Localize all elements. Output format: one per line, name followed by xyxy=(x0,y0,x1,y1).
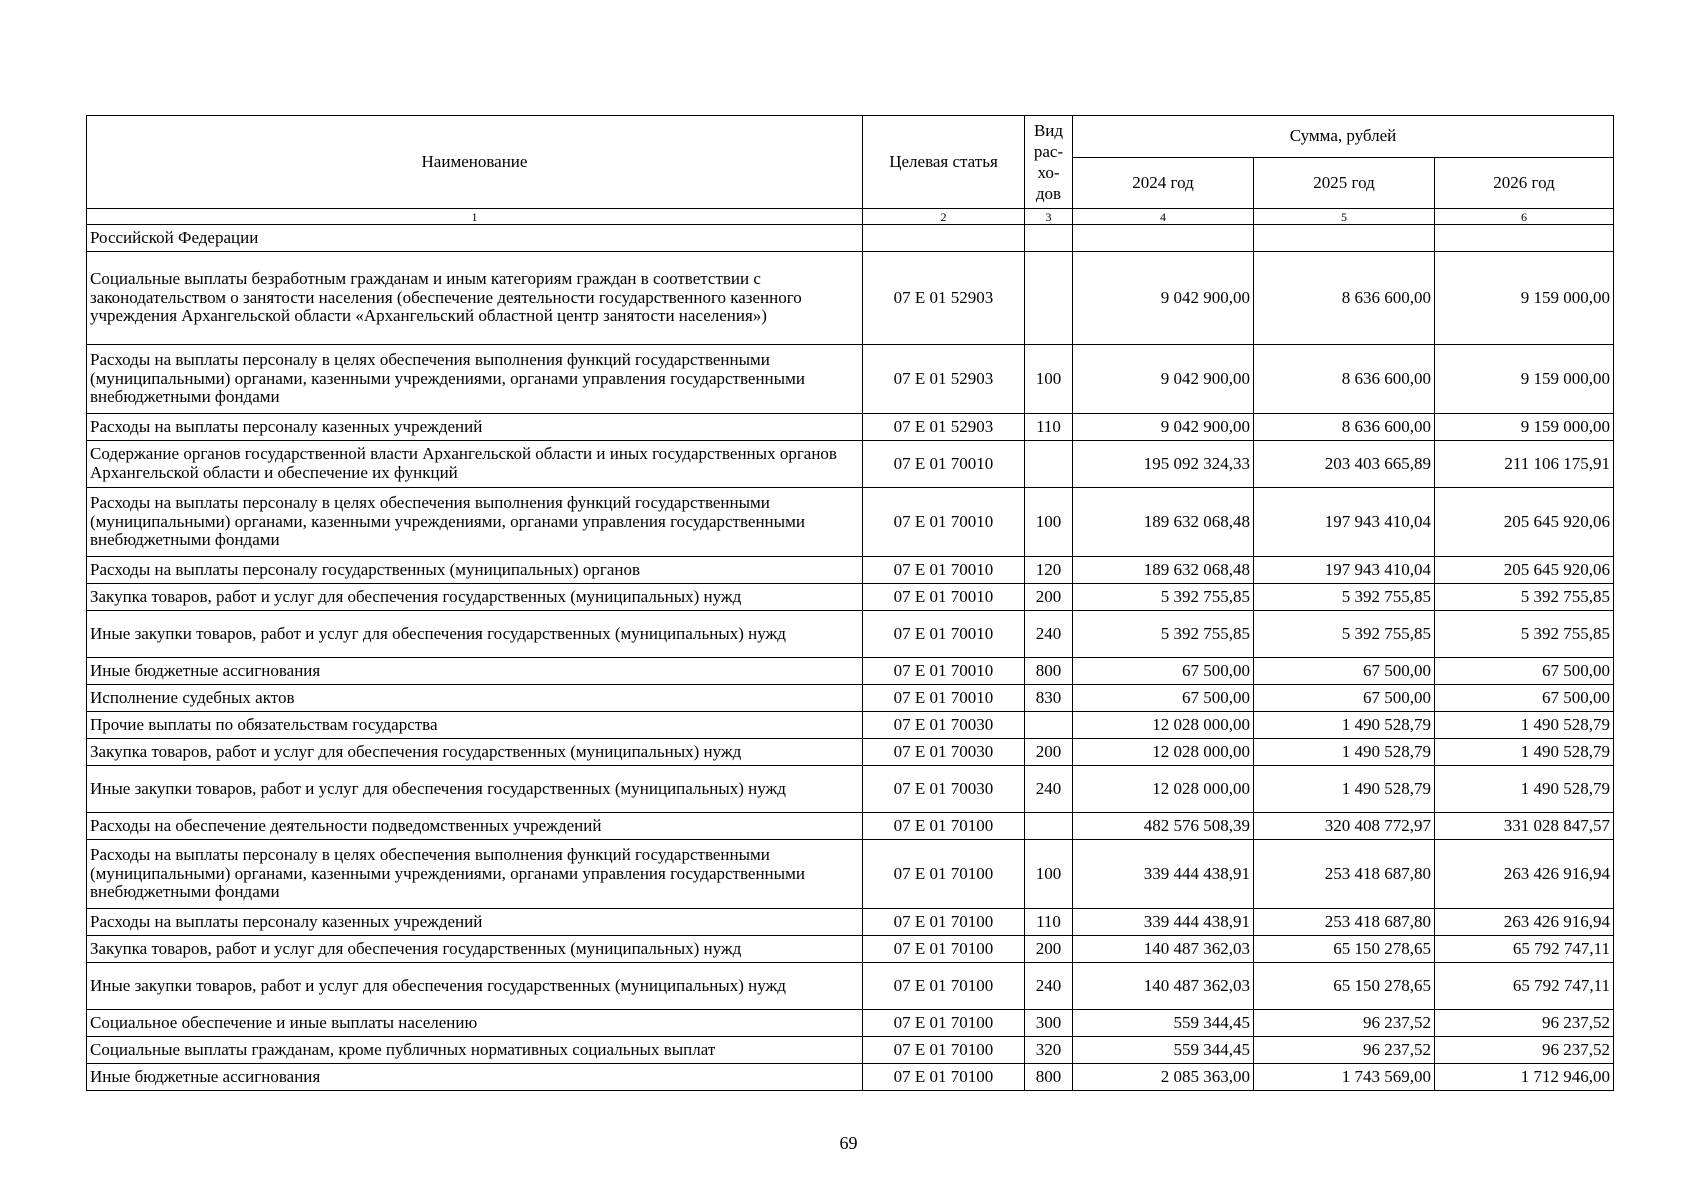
row-expense-kind: 200 xyxy=(1025,584,1073,611)
row-sum-2026: 205 645 920,06 xyxy=(1435,488,1614,557)
row-sum-2024: 2 085 363,00 xyxy=(1073,1064,1254,1091)
row-sum-2024: 12 028 000,00 xyxy=(1073,712,1254,739)
row-target-article: 07 Е 01 70010 xyxy=(863,685,1025,712)
row-target-article: 07 Е 01 70100 xyxy=(863,1037,1025,1064)
row-expense-kind: 100 xyxy=(1025,345,1073,414)
row-name: Закупка товаров, работ и услуг для обеспечения государственных (муниципальных) нужд xyxy=(87,584,863,611)
row-sum-2025: 96 237,52 xyxy=(1254,1037,1435,1064)
row-sum-2026: 1 712 946,00 xyxy=(1435,1064,1614,1091)
row-sum-2025: 253 418 687,80 xyxy=(1254,840,1435,909)
row-target-article: 07 Е 01 70030 xyxy=(863,766,1025,813)
row-name: Иные закупки товаров, работ и услуг для обеспечения государственных (муниципальных) нужд xyxy=(87,766,863,813)
row-expense-kind: 240 xyxy=(1025,766,1073,813)
row-expense-kind: 100 xyxy=(1025,488,1073,557)
row-target-article: 07 Е 01 52903 xyxy=(863,252,1025,345)
table-row xyxy=(87,739,1614,766)
row-sum-2025 xyxy=(1254,225,1435,252)
table-row xyxy=(87,766,1614,813)
row-expense-kind xyxy=(1025,712,1073,739)
row-target-article: 07 Е 01 70100 xyxy=(863,936,1025,963)
row-name: Расходы на выплаты персоналу государственных (муниципальных) органов xyxy=(87,557,863,584)
row-name: Социальные выплаты гражданам, кроме публичных нормативных социальных выплат xyxy=(87,1037,863,1064)
row-sum-2025: 67 500,00 xyxy=(1254,658,1435,685)
table-header xyxy=(87,116,1614,225)
row-sum-2025: 1 490 528,79 xyxy=(1254,712,1435,739)
header-year-2026: 2026 год xyxy=(1435,158,1614,209)
table-row xyxy=(87,441,1614,488)
column-number: 4 xyxy=(1073,209,1254,225)
table-row xyxy=(87,909,1614,936)
table-row xyxy=(87,963,1614,1010)
column-number: 3 xyxy=(1025,209,1073,225)
row-expense-kind xyxy=(1025,225,1073,252)
row-sum-2026: 1 490 528,79 xyxy=(1435,766,1614,813)
row-target-article: 07 Е 01 52903 xyxy=(863,345,1025,414)
header-year-2025: 2025 год xyxy=(1254,158,1435,209)
row-sum-2026: 205 645 920,06 xyxy=(1435,557,1614,584)
row-expense-kind: 300 xyxy=(1025,1010,1073,1037)
row-sum-2026: 5 392 755,85 xyxy=(1435,611,1614,658)
row-sum-2025: 203 403 665,89 xyxy=(1254,441,1435,488)
row-sum-2025: 253 418 687,80 xyxy=(1254,909,1435,936)
row-expense-kind: 200 xyxy=(1025,739,1073,766)
row-sum-2024: 195 092 324,33 xyxy=(1073,441,1254,488)
row-expense-kind: 240 xyxy=(1025,963,1073,1010)
row-target-article: 07 Е 01 70010 xyxy=(863,557,1025,584)
table-row xyxy=(87,611,1614,658)
row-expense-kind: 110 xyxy=(1025,414,1073,441)
row-sum-2024: 5 392 755,85 xyxy=(1073,611,1254,658)
row-sum-2026: 67 500,00 xyxy=(1435,658,1614,685)
column-number: 2 xyxy=(863,209,1025,225)
row-target-article: 07 Е 01 70100 xyxy=(863,963,1025,1010)
header-row-1 xyxy=(87,116,1614,158)
row-sum-2024: 12 028 000,00 xyxy=(1073,766,1254,813)
row-sum-2026: 67 500,00 xyxy=(1435,685,1614,712)
column-number: 6 xyxy=(1435,209,1614,225)
row-sum-2026: 96 237,52 xyxy=(1435,1037,1614,1064)
row-name: Исполнение судебных актов xyxy=(87,685,863,712)
row-expense-kind: 240 xyxy=(1025,611,1073,658)
row-target-article: 07 Е 01 70030 xyxy=(863,739,1025,766)
row-target-article: 07 Е 01 70010 xyxy=(863,584,1025,611)
header-expense-kind: Вид рас-хо-дов xyxy=(1025,116,1073,209)
row-target-article xyxy=(863,225,1025,252)
row-sum-2024: 67 500,00 xyxy=(1073,658,1254,685)
row-sum-2025: 96 237,52 xyxy=(1254,1010,1435,1037)
row-sum-2024 xyxy=(1073,225,1254,252)
row-sum-2024: 140 487 362,03 xyxy=(1073,963,1254,1010)
table-row xyxy=(87,685,1614,712)
table-row xyxy=(87,225,1614,252)
table-row xyxy=(87,658,1614,685)
row-sum-2026: 96 237,52 xyxy=(1435,1010,1614,1037)
row-name: Социальное обеспечение и иные выплаты населению xyxy=(87,1010,863,1037)
table-row xyxy=(87,252,1614,345)
row-sum-2024: 140 487 362,03 xyxy=(1073,936,1254,963)
row-target-article: 07 Е 01 70100 xyxy=(863,813,1025,840)
header-year-2024: 2024 год xyxy=(1073,158,1254,209)
row-name: Социальные выплаты безработным гражданам и иным категориям граждан в соответствии с законодательством о занятости населения (обеспечение деятельности государственного казенного учреждения Архангельской области «Архангельский областной центр занятости населения») xyxy=(87,252,863,345)
page-number: 69 xyxy=(839,1133,858,1153)
row-sum-2025: 1 490 528,79 xyxy=(1254,766,1435,813)
table-row xyxy=(87,1010,1614,1037)
table-row xyxy=(87,1037,1614,1064)
row-target-article: 07 Е 01 70010 xyxy=(863,611,1025,658)
row-expense-kind xyxy=(1025,441,1073,488)
row-name: Содержание органов государственной власти Архангельской области и иных государственных органов Архангельской области и обеспечение их функций xyxy=(87,441,863,488)
row-sum-2026: 263 426 916,94 xyxy=(1435,909,1614,936)
row-name: Закупка товаров, работ и услуг для обеспечения государственных (муниципальных) нужд xyxy=(87,739,863,766)
row-name: Расходы на выплаты персоналу в целях обеспечения выполнения функций государственными (муниципальными) органами, казенными учреждениями, органами управления государственными внебюджетными фондами xyxy=(87,345,863,414)
row-target-article: 07 Е 01 70100 xyxy=(863,1064,1025,1091)
row-sum-2025: 8 636 600,00 xyxy=(1254,345,1435,414)
row-name: Расходы на обеспечение деятельности подведомственных учреждений xyxy=(87,813,863,840)
header-sum: Сумма, рублей xyxy=(1073,116,1614,158)
row-sum-2025: 65 150 278,65 xyxy=(1254,963,1435,1010)
table-row xyxy=(87,557,1614,584)
row-sum-2026: 5 392 755,85 xyxy=(1435,584,1614,611)
row-sum-2025: 197 943 410,04 xyxy=(1254,557,1435,584)
row-sum-2026: 9 159 000,00 xyxy=(1435,345,1614,414)
row-expense-kind: 320 xyxy=(1025,1037,1073,1064)
row-expense-kind: 830 xyxy=(1025,685,1073,712)
row-name: Иные бюджетные ассигнования xyxy=(87,1064,863,1091)
row-target-article: 07 Е 01 70010 xyxy=(863,488,1025,557)
row-sum-2026: 65 792 747,11 xyxy=(1435,936,1614,963)
table-row xyxy=(87,584,1614,611)
row-expense-kind: 100 xyxy=(1025,840,1073,909)
row-sum-2025: 65 150 278,65 xyxy=(1254,936,1435,963)
budget-table xyxy=(86,115,1614,1091)
row-expense-kind xyxy=(1025,813,1073,840)
header-target-article: Целевая статья xyxy=(863,116,1025,209)
row-sum-2026 xyxy=(1435,225,1614,252)
row-sum-2024: 5 392 755,85 xyxy=(1073,584,1254,611)
row-sum-2025: 67 500,00 xyxy=(1254,685,1435,712)
row-sum-2024: 482 576 508,39 xyxy=(1073,813,1254,840)
table-body xyxy=(87,225,1614,1091)
table-row xyxy=(87,345,1614,414)
row-sum-2024: 559 344,45 xyxy=(1073,1010,1254,1037)
row-target-article: 07 Е 01 70100 xyxy=(863,1010,1025,1037)
row-sum-2025: 1 490 528,79 xyxy=(1254,739,1435,766)
row-name: Российской Федерации xyxy=(87,225,863,252)
row-sum-2026: 1 490 528,79 xyxy=(1435,739,1614,766)
table-row xyxy=(87,813,1614,840)
row-sum-2024: 189 632 068,48 xyxy=(1073,557,1254,584)
row-target-article: 07 Е 01 70010 xyxy=(863,658,1025,685)
row-name: Расходы на выплаты персоналу в целях обеспечения выполнения функций государственными (муниципальными) органами, казенными учреждениями, органами управления государственными внебюджетными фондами xyxy=(87,840,863,909)
column-number: 5 xyxy=(1254,209,1435,225)
row-expense-kind: 200 xyxy=(1025,936,1073,963)
row-sum-2025: 320 408 772,97 xyxy=(1254,813,1435,840)
row-expense-kind: 110 xyxy=(1025,909,1073,936)
column-number: 1 xyxy=(87,209,863,225)
row-target-article: 07 Е 01 70010 xyxy=(863,441,1025,488)
row-sum-2026: 1 490 528,79 xyxy=(1435,712,1614,739)
row-sum-2025: 8 636 600,00 xyxy=(1254,414,1435,441)
row-sum-2024: 559 344,45 xyxy=(1073,1037,1254,1064)
row-sum-2024: 9 042 900,00 xyxy=(1073,345,1254,414)
row-name: Прочие выплаты по обязательствам государства xyxy=(87,712,863,739)
row-sum-2025: 197 943 410,04 xyxy=(1254,488,1435,557)
row-sum-2026: 9 159 000,00 xyxy=(1435,252,1614,345)
row-name: Иные бюджетные ассигнования xyxy=(87,658,863,685)
row-expense-kind: 120 xyxy=(1025,557,1073,584)
row-sum-2024: 339 444 438,91 xyxy=(1073,840,1254,909)
table-row xyxy=(87,936,1614,963)
row-target-article: 07 Е 01 70030 xyxy=(863,712,1025,739)
row-name: Закупка товаров, работ и услуг для обеспечения государственных (муниципальных) нужд xyxy=(87,936,863,963)
row-name: Иные закупки товаров, работ и услуг для обеспечения государственных (муниципальных) нужд xyxy=(87,963,863,1010)
row-target-article: 07 Е 01 52903 xyxy=(863,414,1025,441)
row-target-article: 07 Е 01 70100 xyxy=(863,909,1025,936)
row-sum-2024: 67 500,00 xyxy=(1073,685,1254,712)
row-sum-2025: 8 636 600,00 xyxy=(1254,252,1435,345)
row-name: Расходы на выплаты персоналу казенных учреждений xyxy=(87,909,863,936)
table-row xyxy=(87,712,1614,739)
row-sum-2026: 65 792 747,11 xyxy=(1435,963,1614,1010)
row-sum-2026: 331 028 847,57 xyxy=(1435,813,1614,840)
row-target-article: 07 Е 01 70100 xyxy=(863,840,1025,909)
row-sum-2024: 9 042 900,00 xyxy=(1073,252,1254,345)
row-expense-kind xyxy=(1025,252,1073,345)
table-row xyxy=(87,840,1614,909)
row-sum-2026: 9 159 000,00 xyxy=(1435,414,1614,441)
header-name: Наименование xyxy=(87,116,863,209)
table-row xyxy=(87,488,1614,557)
row-expense-kind: 800 xyxy=(1025,1064,1073,1091)
row-sum-2025: 5 392 755,85 xyxy=(1254,611,1435,658)
row-sum-2025: 1 743 569,00 xyxy=(1254,1064,1435,1091)
row-name: Иные закупки товаров, работ и услуг для обеспечения государственных (муниципальных) нужд xyxy=(87,611,863,658)
row-sum-2024: 9 042 900,00 xyxy=(1073,414,1254,441)
row-sum-2025: 5 392 755,85 xyxy=(1254,584,1435,611)
row-sum-2026: 211 106 175,91 xyxy=(1435,441,1614,488)
row-name: Расходы на выплаты персоналу казенных учреждений xyxy=(87,414,863,441)
row-sum-2024: 189 632 068,48 xyxy=(1073,488,1254,557)
row-sum-2024: 12 028 000,00 xyxy=(1073,739,1254,766)
table-row xyxy=(87,1064,1614,1091)
row-sum-2026: 263 426 916,94 xyxy=(1435,840,1614,909)
row-name: Расходы на выплаты персоналу в целях обеспечения выполнения функций государственными (муниципальными) органами, казенными учреждениями, органами управления государственными внебюджетными фондами xyxy=(87,488,863,557)
column-numbers-row xyxy=(87,209,1614,225)
row-sum-2024: 339 444 438,91 xyxy=(1073,909,1254,936)
row-expense-kind: 800 xyxy=(1025,658,1073,685)
table-row xyxy=(87,414,1614,441)
